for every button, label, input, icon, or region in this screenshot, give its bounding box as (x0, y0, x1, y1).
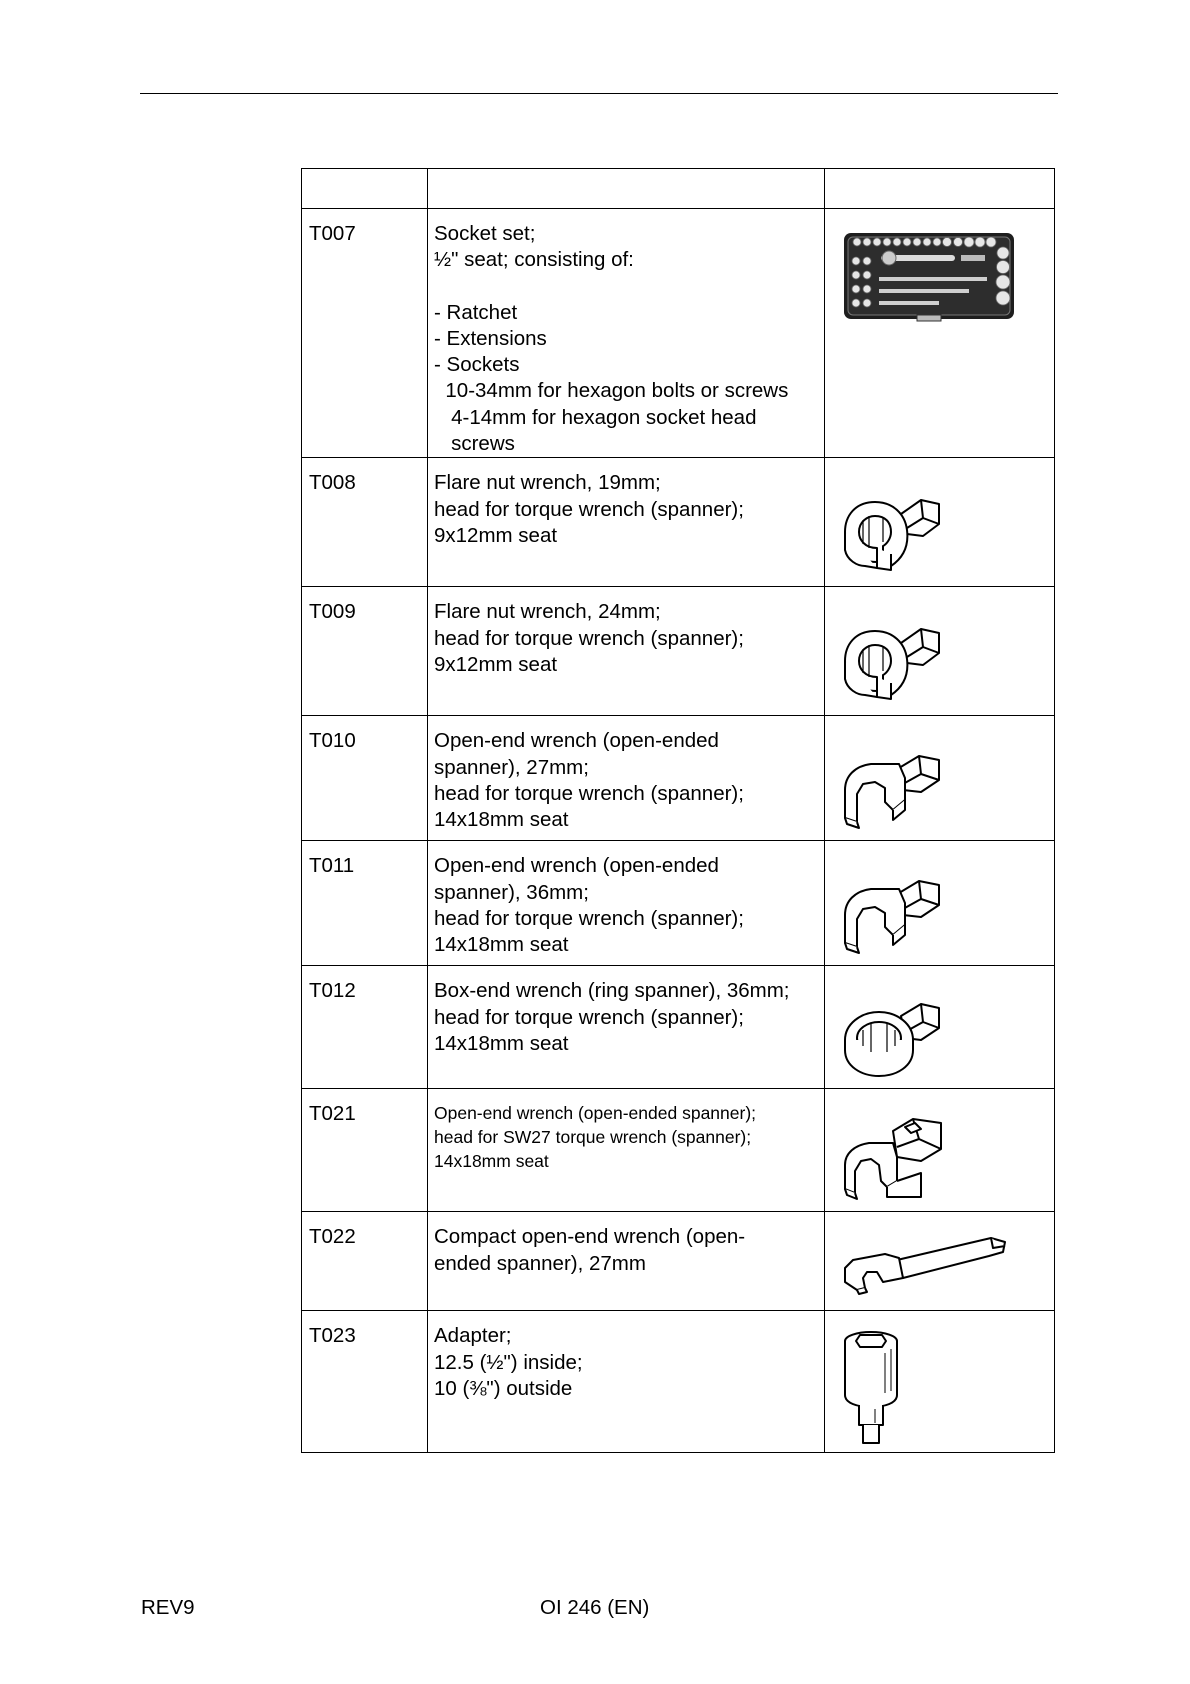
description-line: 12.5 (½") inside; (434, 1350, 583, 1374)
tool-description (428, 587, 825, 716)
header-cell-code (302, 169, 428, 209)
description-line: Open-end wrench (open-ended (434, 854, 719, 878)
tool-description (428, 458, 825, 587)
description-line: Flare nut wrench, 24mm; (434, 600, 661, 624)
description-line: - Sockets (434, 353, 520, 377)
description-line (434, 274, 824, 300)
tool-description (428, 841, 825, 966)
description-line: screws (434, 432, 515, 456)
tool-code: T012 (302, 966, 428, 1089)
box-end-wrench-head-icon (841, 986, 945, 1080)
description-line: 14x18mm seat (434, 933, 569, 957)
description-line: 14x18mm seat (434, 1151, 549, 1172)
open-end-wrench-head-icon (841, 863, 945, 955)
table-row (302, 716, 1055, 841)
tool-code: T007 (302, 209, 428, 458)
description-line: Socket set; (434, 222, 536, 245)
tool-image-cell (825, 1089, 1055, 1212)
description-line: 14x18mm seat (434, 808, 569, 832)
table-row (302, 209, 1055, 458)
flare-nut-wrench-head-icon (841, 607, 945, 703)
header-cell-image (825, 169, 1055, 209)
description-line: 9x12mm seat (434, 652, 558, 676)
tool-description (428, 209, 825, 458)
description-line: Box-end wrench (ring spanner), 36mm; (434, 979, 790, 1003)
footer-document-id: OI 246 (EN) (540, 1596, 650, 1619)
tool-code: T008 (302, 458, 428, 587)
tool-code: T011 (302, 841, 428, 966)
table-row (302, 1311, 1055, 1453)
tool-description (428, 716, 825, 841)
description-line: ½" seat; consisting of: (434, 248, 634, 272)
tool-image-cell (825, 458, 1055, 587)
tool-code: T023 (302, 1311, 428, 1453)
tool-image-cell (825, 841, 1055, 966)
tool-table (301, 168, 1055, 1453)
compact-open-end-wrench-icon (841, 1234, 1007, 1296)
description-line: spanner), 36mm; (434, 880, 589, 904)
table-row (302, 841, 1055, 966)
description-line: head for torque wrench (spanner); (434, 906, 744, 930)
header-rule (140, 93, 1058, 94)
table-row (302, 966, 1055, 1089)
tool-description (428, 1311, 825, 1453)
description-line: Compact open-end wrench (open- (434, 1225, 746, 1249)
description-line: ended spanner), 27mm (434, 1251, 646, 1275)
table-header-row (302, 169, 1055, 209)
description-line: 14x18mm seat (434, 1031, 569, 1055)
tool-image-cell (825, 1311, 1055, 1453)
description-line: 4-14mm for hexagon socket head (434, 405, 757, 429)
tool-image-cell (825, 1212, 1055, 1311)
socket-adapter-icon (841, 1329, 905, 1445)
description-line: - Ratchet (434, 300, 518, 324)
table-row (302, 458, 1055, 587)
tool-code: T009 (302, 587, 428, 716)
description-line: head for SW27 torque wrench (spanner); (434, 1127, 752, 1148)
description-line: Flare nut wrench, 19mm; (434, 471, 661, 495)
tool-image-cell (825, 716, 1055, 841)
description-line: 9x12mm seat (434, 523, 558, 547)
description-line: Adapter; (434, 1324, 512, 1348)
flare-nut-wrench-head-icon (841, 478, 945, 574)
open-end-wrench-head-icon (841, 738, 945, 830)
description-line: head for torque wrench (spanner); (434, 781, 744, 805)
tool-image-cell (825, 966, 1055, 1089)
tool-description (428, 1089, 825, 1212)
description-line: head for torque wrench (spanner); (434, 1005, 744, 1029)
description-line: 10-34mm for hexagon bolts or screws (434, 379, 789, 403)
description-line: 10 (⅜") outside (434, 1376, 573, 1400)
tool-code: T021 (302, 1089, 428, 1212)
tool-code: T022 (302, 1212, 428, 1311)
table-row (302, 1212, 1055, 1311)
table-row (302, 1089, 1055, 1212)
socket-set-case-icon (843, 231, 1015, 323)
description-line: Open-end wrench (open-ended spanner); (434, 1103, 757, 1124)
header-cell-description (428, 169, 825, 209)
footer-revision: REV9 (141, 1596, 195, 1619)
description-line: spanner), 27mm; (434, 755, 589, 779)
tool-description (428, 966, 825, 1089)
description-line: head for torque wrench (spanner); (434, 626, 744, 650)
open-end-wrench-sw27-head-icon (841, 1113, 945, 1201)
tool-image-cell (825, 209, 1055, 458)
table-row (302, 587, 1055, 716)
tool-image-cell (825, 587, 1055, 716)
description-line: Open-end wrench (open-ended (434, 729, 719, 753)
tool-code: T010 (302, 716, 428, 841)
description-line: head for torque wrench (spanner); (434, 497, 744, 521)
tool-description (428, 1212, 825, 1311)
description-line: - Extensions (434, 326, 547, 350)
